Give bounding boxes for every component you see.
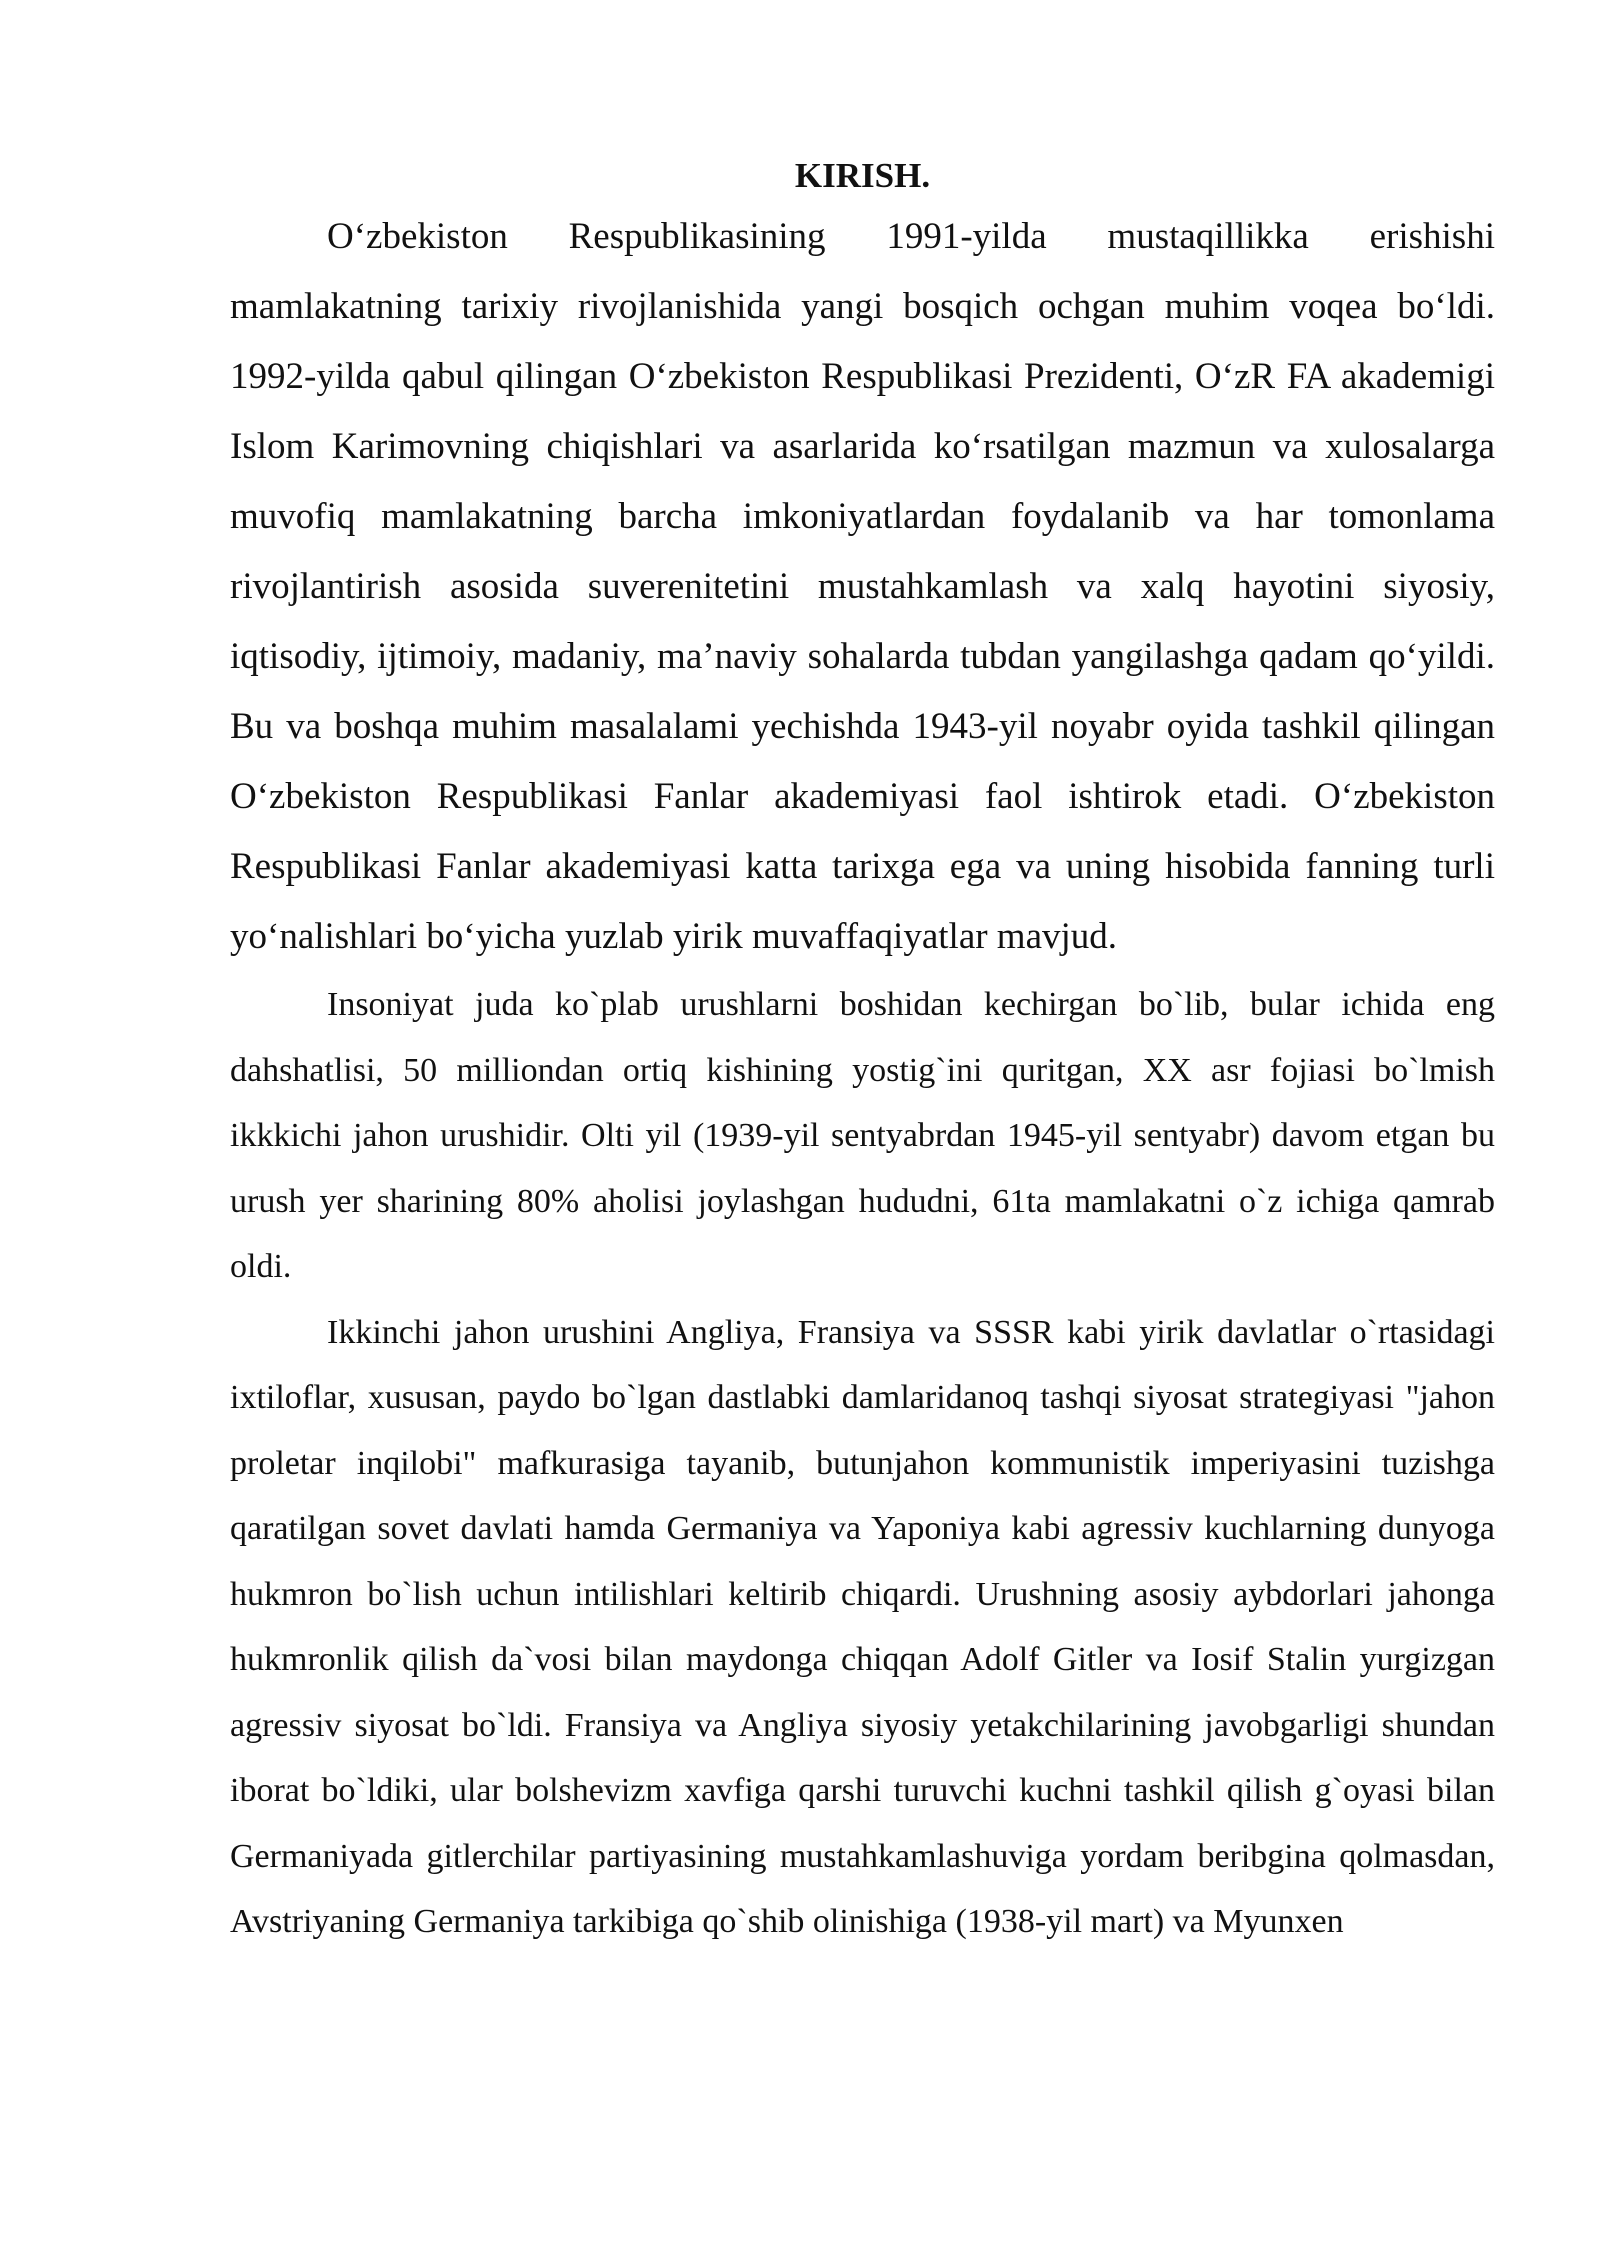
paragraph-world-war: Insoniyat juda ko`plab urushlarni boshidan kechirgan bo`lib, bular ichida eng dahshatlisi, 50 milliondan ortiq kishining yostig`ini quritgan, XX asr fojiasi bo`lmish ikkkichi jahon urushidir. Olti yil (1939-yil sentyabrdan 1945-yil sentyabr) davom etgan bu urush yer sharining 80% aholisi joylashgan hududni, 61ta mamlakatni o`z ichiga qamrab oldi. — [230, 986, 1495, 1285]
paragraph-independence: O‘zbekiston Respublikasining 1991-yilda mustaqillikka erishishi mamlakatning tarixiy rivojlanishida yangi bosqich ochgan muhim voqea bo‘ldi. 1992-yilda qabul qilingan O‘zbekiston Respublikasi Prezidenti, O‘zR FA akademigi Islom Karimovning chiqishlari va asarlarida ko‘rsatilgan mazmun va xulosalarga muvofiq mamlakatning barcha imkoniyatlardan foydalanib va har tomonlama rivojlantirish asosida suverenitetini mustahkamlash va xalq hayotini siyosiy, iqtisodiy, ijtimoiy, madaniy, ma’naviy sohalarda tubdan yangilashga qadam qo‘yildi. Bu va boshqa muhim masalalami yechishda 1943-yil noyabr oyida tashkil qilingan O‘zbekiston Respublikasi Fanlar akademiyasi faol ishtirok etadi. O‘zbekiston Respublikasi Fanlar akademiyasi katta tarixga ega va uning hisobida fanning turli yo‘nalishlari bo‘yicha yuzlab yirik muvaffaqiyatlar mavjud. — [230, 216, 1495, 957]
document-title: KIRISH. — [794, 156, 931, 195]
document-page — [230, 150, 1495, 1955]
paragraph-war-causes: Ikkinchi jahon urushini Angliya, Fransiya va SSSR kabi yirik davlatlar o`rtasidagi ixtiloflar, xususan, paydo bo`lgan dastlabki damlaridanoq tashqi siyosat strategiyasi "jahon proletar inqilobi" mafkurasiga tayanib, butunjahon kommunistik imperiyasini tuzishga qaratilgan sovet davlati hamda Germaniya va Yaponiya kabi agressiv kuchlarning dunyoga hukmron bo`lish uchun intilishlari keltirib chiqardi. Urushning asosiy aybdorlari jahonga hukmronlik qilish da`vosi bilan maydonga chiqqan Adolf Gitler va Iosif Stalin yurgizgan agressiv siyosat bo`ldi. Fransiya va Angliya siyosiy yetakchilarining javobgarligi shundan iborat bo`ldiki, ular bolshevizm xavfiga qarshi turuvchi kuchni tashkil qilish g`oyasi bilan Germaniyada gitlerchilar partiyasining mustahkamlashuviga yordam beribgina qolmasdan, Avstriyaning Germaniya tarkibiga qo`shib olinishiga (1938-yil mart) va Myunxen — [230, 1313, 1495, 1940]
